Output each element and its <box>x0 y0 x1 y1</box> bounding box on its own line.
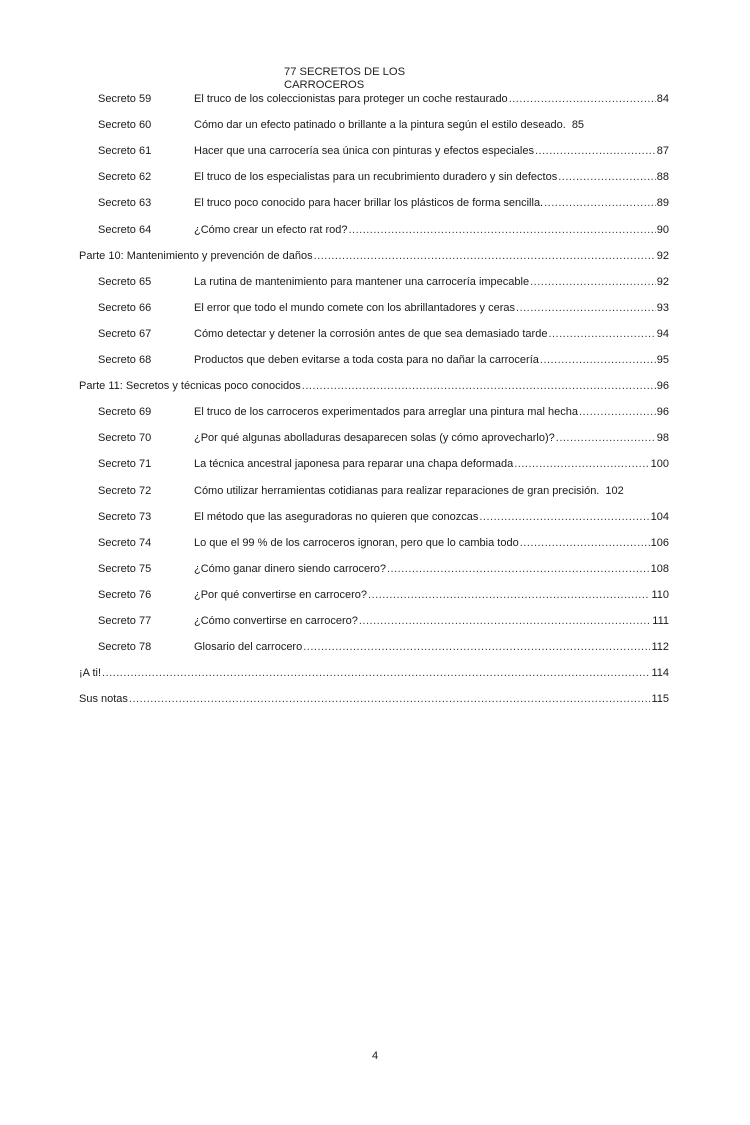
toc-dot-leader <box>302 379 656 393</box>
toc-entry-row[interactable] <box>98 170 669 184</box>
toc-entry-row[interactable] <box>98 118 669 132</box>
toc-page-number: 111 <box>652 615 669 627</box>
toc-entry-title: La rutina de mantenimiento para mantener una carrocería impecable <box>194 275 530 288</box>
toc-entry-number: Secreto 63 <box>98 197 152 210</box>
toc-entry-row[interactable] <box>98 640 669 654</box>
toc-entry-title: ¿Por qué algunas abolladuras desaparecen solas (y cómo aprovecharlo)? <box>194 432 555 445</box>
toc-page-number: 102 <box>605 484 624 497</box>
toc-entry-title: El truco de los carroceros experimentados para arreglar una pintura mal hecha <box>194 406 578 419</box>
toc-entry-row[interactable] <box>98 588 669 602</box>
toc-entry-title: El truco de los especialistas para un recubrimiento duradero y sin defectos <box>194 171 558 184</box>
toc-dot-leader <box>514 457 649 471</box>
toc-entry-row[interactable] <box>98 510 669 524</box>
toc-entry-number: Secreto 60 <box>98 119 152 132</box>
toc-entry-number: Secreto 73 <box>98 510 152 523</box>
toc-entry-title: ¿Cómo convertirse en carrocero? <box>194 615 358 627</box>
toc-page-number: 104 <box>650 510 669 523</box>
toc-entry-number: Secreto 59 <box>98 93 152 105</box>
toc-entry-number: Secreto 62 <box>98 171 152 184</box>
toc-page-number: 115 <box>651 693 669 706</box>
toc-entry-title: ¿Cómo crear un efecto rat rod? <box>194 223 348 236</box>
toc-entry-title: La técnica ancestral japonesa para reparar una chapa deformada <box>194 458 514 471</box>
toc-dot-leader <box>368 588 650 602</box>
toc-entry-title: Hacer que una carrocería sea única con pinturas y efectos especiales <box>194 145 534 158</box>
toc-entry-number: Secreto 72 <box>98 484 152 497</box>
toc-entry-number: Secreto 76 <box>98 588 152 601</box>
toc-entry-title: Glosario del carrocero <box>194 641 303 654</box>
toc-entry-number: Secreto 70 <box>98 432 152 445</box>
toc-entry-row[interactable] <box>98 92 669 106</box>
running-header <box>284 66 424 92</box>
toc-entry-title: Sus notas <box>79 693 128 706</box>
toc-entry-row[interactable] <box>98 536 669 550</box>
toc-part-row[interactable] <box>79 692 669 706</box>
toc-page-number: 96 <box>656 406 669 419</box>
toc-entry-title: El error que todo el mundo comete con los abrillantadores y ceras <box>194 301 516 314</box>
toc-page-number: 114 <box>651 667 669 680</box>
toc-page-number: 94 <box>656 327 669 340</box>
toc-entry-row[interactable] <box>98 196 669 210</box>
toc-page-number: 98 <box>656 432 669 445</box>
toc-entry-number: Secreto 75 <box>98 562 152 575</box>
toc-dot-leader <box>520 536 650 550</box>
toc-page-number: 87 <box>656 145 669 158</box>
toc-entry-title: El truco de los coleccionistas para proteger un coche restaurado <box>194 93 508 105</box>
toc-page-number: 110 <box>651 588 669 601</box>
toc-entry-number: Secreto 69 <box>98 406 152 419</box>
toc-entry-row[interactable] <box>98 301 669 315</box>
running-header-title: 77 SECRETOS DE LOS CARROCEROS <box>284 66 406 91</box>
toc-dot-leader <box>540 353 656 367</box>
toc-dot-leader <box>548 327 655 341</box>
toc-entry-number: Secreto 78 <box>98 641 152 654</box>
toc-part-row[interactable] <box>79 379 669 393</box>
toc-dot-leader <box>303 640 650 654</box>
toc-entry-number: Secreto 65 <box>98 275 152 288</box>
toc-page-number: 93 <box>656 301 669 314</box>
toc-dot-leader <box>535 144 656 158</box>
toc-dot-leader <box>387 562 650 576</box>
toc-page-number: 100 <box>650 458 669 471</box>
toc-entry-row[interactable] <box>98 405 669 419</box>
toc-entry-row[interactable] <box>98 223 669 237</box>
toc-entry-row[interactable] <box>98 353 669 367</box>
page-number: 4 <box>371 1050 379 1062</box>
toc-entry-title: ¿Cómo ganar dinero siendo carrocero? <box>194 562 386 575</box>
toc-dot-leader <box>314 249 656 263</box>
toc-entry-row[interactable] <box>98 327 669 341</box>
toc-dot-leader <box>348 223 655 237</box>
toc-page-number: 108 <box>650 562 669 575</box>
toc-entry-row[interactable] <box>98 144 669 158</box>
toc-page-number: 112 <box>651 641 669 654</box>
toc-entry-row[interactable] <box>98 457 669 471</box>
toc-entry-title: Cómo detectar y detener la corrosión antes de que sea demasiado tarde <box>194 327 548 340</box>
toc-entry-row[interactable] <box>98 562 669 576</box>
toc-entry-title: ¡A ti! <box>79 667 102 680</box>
toc-entry-row[interactable] <box>98 484 669 498</box>
toc-entry-number: Secreto 68 <box>98 354 152 366</box>
toc-part-row[interactable] <box>79 666 669 680</box>
toc-entry-number: Secreto 64 <box>98 223 152 236</box>
toc-entry-title: Productos que deben evitarse a toda costa para no dañar la carrocería <box>194 354 539 366</box>
toc-dot-leader <box>129 692 651 706</box>
toc-dot-leader <box>516 301 656 315</box>
toc-dot-leader <box>544 196 656 210</box>
toc-entry-title: El truco poco conocido para hacer brillar los plásticos de forma sencilla. <box>194 197 544 210</box>
toc-entry-row[interactable] <box>98 614 669 628</box>
toc-entry-row[interactable] <box>98 431 669 445</box>
toc-entry-number: Secreto 67 <box>98 327 152 340</box>
toc-page-number: 96 <box>656 380 669 393</box>
toc-entry-number: Secreto 71 <box>98 458 152 471</box>
toc-dot-leader <box>530 275 656 289</box>
toc-entry-number: Secreto 61 <box>98 145 152 158</box>
toc-entry-number: Secreto 77 <box>98 615 152 627</box>
toc-entry-number: Secreto 74 <box>98 536 152 549</box>
toc-page-number: 85 <box>571 119 585 132</box>
toc-entry-title: Parte 10: Mantenimiento y prevención de daños <box>79 249 313 262</box>
toc-page-number: 92 <box>656 275 669 288</box>
toc-page-number: 90 <box>656 223 669 236</box>
toc-dot-leader <box>509 92 656 106</box>
toc-page-number: 92 <box>656 249 669 262</box>
toc-page-number: 88 <box>656 171 669 184</box>
toc-page-number: 89 <box>656 197 669 210</box>
toc-page-number: 95 <box>656 354 669 366</box>
toc-page-number: 84 <box>656 93 669 105</box>
toc-entry-row[interactable] <box>98 275 669 289</box>
toc-dot-leader <box>359 614 651 628</box>
toc-dot-leader <box>579 405 656 419</box>
toc-entry-title: Cómo utilizar herramientas cotidianas para realizar reparaciones de gran precisión. <box>194 484 600 497</box>
toc-dot-leader <box>479 510 649 524</box>
toc-entry-title: ¿Por qué convertirse en carrocero? <box>194 588 368 601</box>
toc-entry-title: Lo que el 99 % de los carroceros ignoran, pero que lo cambia todo <box>194 536 519 549</box>
toc-entry-title: Parte 11: Secretos y técnicas poco conocidos <box>79 380 301 393</box>
toc-page-number: 106 <box>650 536 669 549</box>
toc-dot-leader <box>102 666 650 680</box>
toc-entry-title: Cómo dar un efecto patinado o brillante a la pintura según el estilo deseado. <box>194 119 566 132</box>
toc-entry-title: El método que las aseguradoras no quieren que conozcas <box>194 510 479 523</box>
toc-dot-leader <box>558 170 656 184</box>
toc-dot-leader <box>556 431 656 445</box>
toc-part-row[interactable] <box>79 249 669 263</box>
toc-entry-number: Secreto 66 <box>98 301 152 314</box>
